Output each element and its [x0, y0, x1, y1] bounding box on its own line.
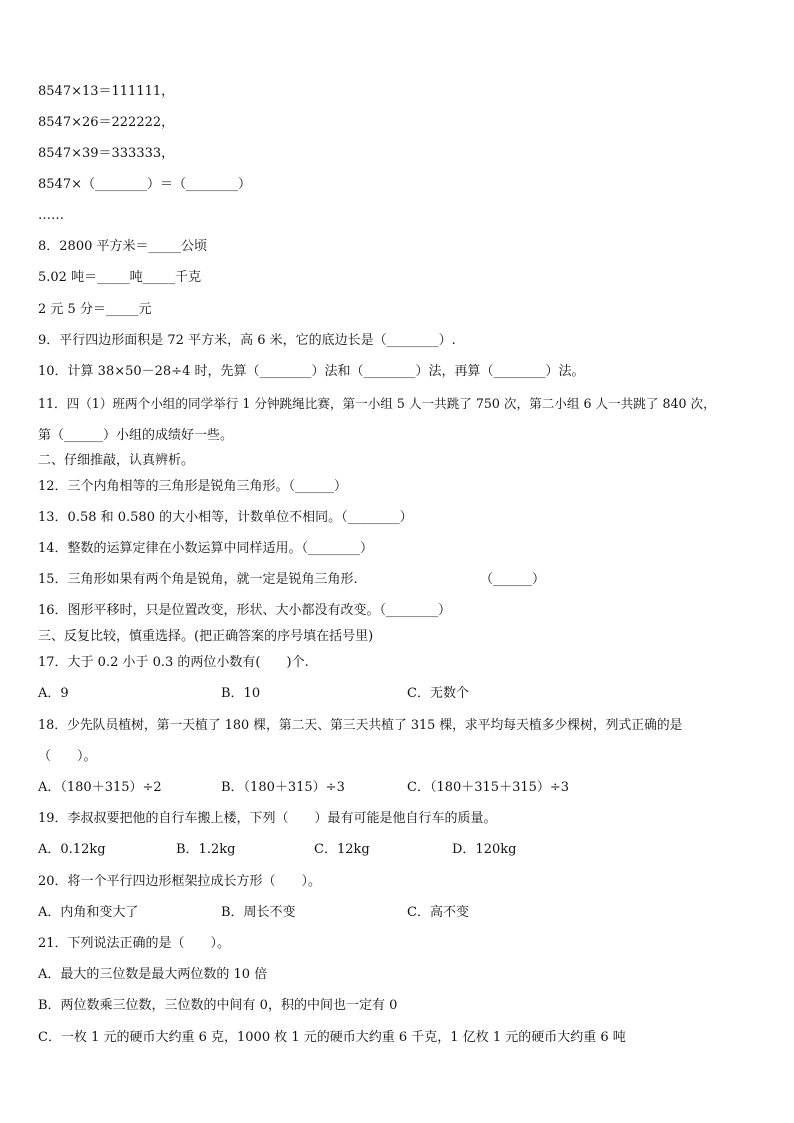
- question-17-option-b: B．10: [221, 686, 261, 701]
- question-21-option-a: A．最大的三位数是最大两位数的 10 倍: [38, 967, 268, 982]
- question-19-stem: 19．李叔叔要把他的自行车搬上楼，下列（ ）最有可能是他自行车的质量。: [38, 811, 497, 826]
- pattern-line-4: 8547×（________）＝（________）: [38, 177, 251, 192]
- question-15-text: 15．三角形如果有两个角是锐角，就一定是锐角三角形.: [38, 572, 358, 587]
- question-8b: 5.02 吨＝_____吨_____千克: [38, 270, 202, 285]
- question-20-stem: 20．将一个平行四边形框架拉成长方形（ ）。: [38, 874, 322, 889]
- question-19-option-a: A．0.12kg: [38, 842, 106, 857]
- question-8a: 8．2800 平方米＝_____公顷: [38, 239, 207, 254]
- question-17-stem: 17．大于 0.2 小于 0.3 的两位小数有( )个.: [38, 655, 309, 670]
- question-18-stem: 18．少先队员植树，第一天植了 180 棵，第二天、第三天共植了 315 棵，求平均每天植多少棵树，列式正确的是: [38, 718, 683, 733]
- pattern-line-3: 8547×39＝333333，: [38, 146, 175, 161]
- question-19-option-c: C．12kg: [314, 842, 370, 857]
- question-18-option-a: A．（180＋315）÷2: [38, 780, 162, 795]
- question-17-option-c: C．无数个: [407, 686, 469, 701]
- question-21-option-b: B．两位数乘三位数，三位数的中间有 0，积的中间也一定有 0: [38, 998, 398, 1013]
- question-13: 13．0.58 和 0.580 的大小相等，计数单位不相同。（________）: [38, 510, 413, 525]
- question-9: 9．平行四边形面积是 72 平方米，高 6 米，它的底边长是（________）.: [38, 333, 456, 348]
- question-12: 12．三个内角相等的三角形是锐角三角形。（______）: [38, 479, 348, 494]
- question-14: 14．整数的运算定律在小数运算中同样适用。（________）: [38, 541, 374, 556]
- question-10: 10．计算 38×50－28÷4 时，先算（________）法和（________）法，再算（________）法。: [38, 364, 585, 379]
- question-19-option-b: B．1.2kg: [176, 842, 236, 857]
- question-18-option-b: B．（180＋315）÷3: [221, 780, 345, 795]
- question-11a: 11．四（1）班两个小组的同学举行 1 分钟跳绳比赛，第一小组 5 人一共跳了 750 次，第二小组 6 人一共跳了 840 次，: [38, 396, 716, 411]
- question-18-stem-cont: （ ）。: [38, 749, 97, 764]
- section-3-heading: 三、反复比较，慎重选择。(把正确答案的序号填在括号里): [38, 629, 374, 644]
- question-15-blank: （______）: [480, 572, 546, 587]
- question-11b: 第（______）小组的成绩好一些。: [38, 428, 234, 443]
- question-20-option-b: B．周长不变: [221, 905, 296, 920]
- pattern-line-2: 8547×26＝222222，: [38, 115, 175, 130]
- question-21-option-c: C．一枚 1 元的硬币大约重 6 克，1000 枚 1 元的硬币大约重 6 千克，1 亿枚 1 元的硬币大约重 6 吨: [38, 1030, 626, 1045]
- question-16: 16．图形平移时，只是位置改变，形状、大小都没有改变。（________）: [38, 603, 452, 618]
- question-18-option-c: C．（180＋315＋315）÷3: [407, 780, 570, 795]
- question-15: [38, 572, 764, 588]
- question-19-option-d: D．120kg: [452, 842, 517, 857]
- pattern-ellipsis: ……: [38, 208, 64, 223]
- section-2-heading: 二、仔细推敲，认真辨析。: [38, 453, 195, 468]
- pattern-line-1: 8547×13＝111111，: [38, 84, 175, 99]
- question-21-stem: 21．下列说法正确的是（ ）。: [38, 936, 231, 951]
- question-17-option-a: A．9: [38, 686, 69, 701]
- question-8c: 2 元 5 分＝_____元: [38, 302, 152, 317]
- question-20-option-c: C．高不变: [407, 905, 469, 920]
- question-20-option-a: A．内角和变大了: [38, 905, 139, 920]
